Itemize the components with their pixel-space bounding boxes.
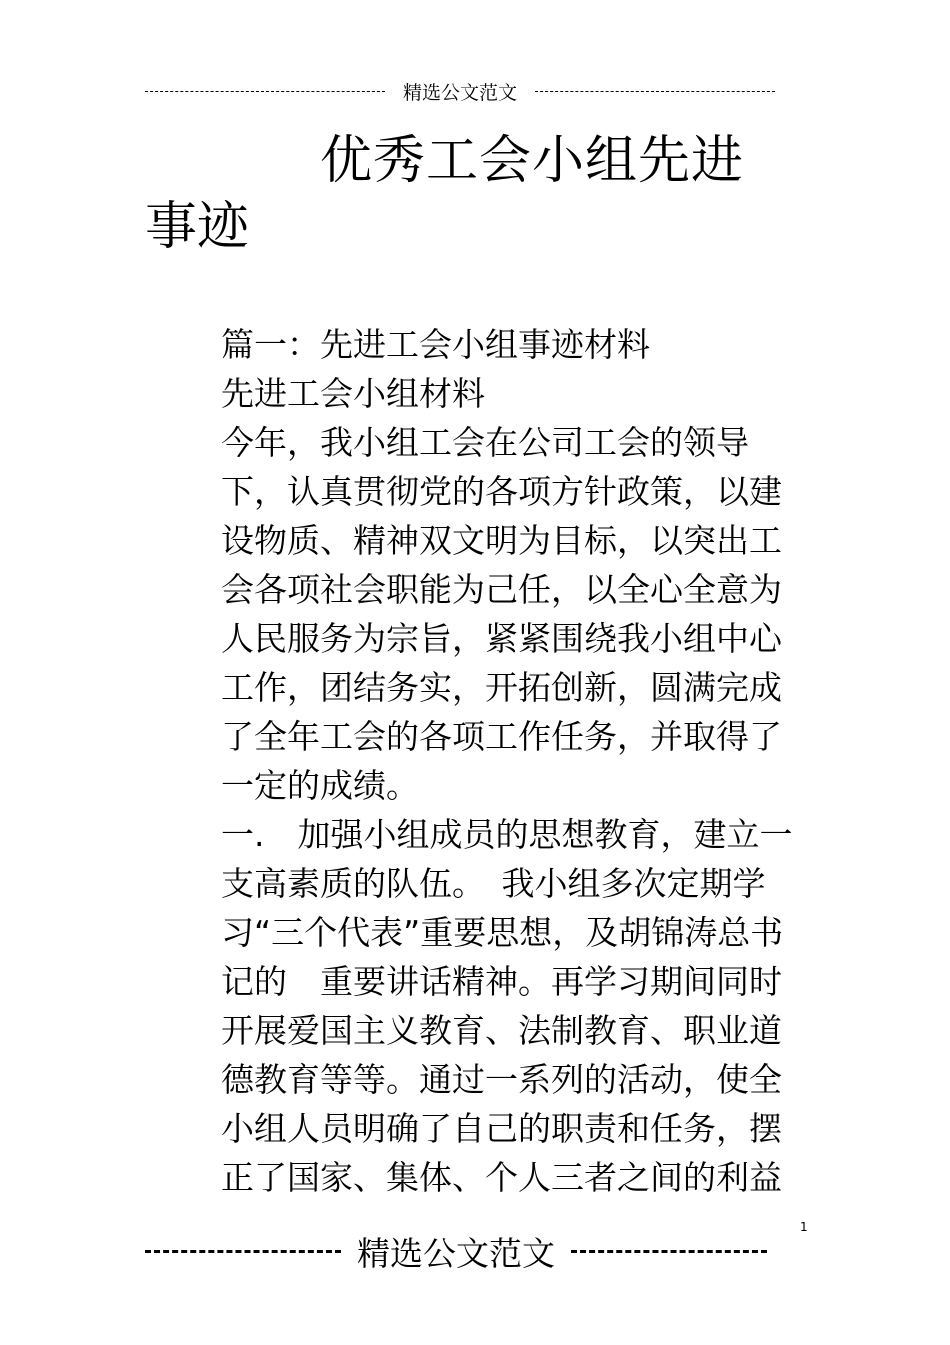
section-subheading: 先进工会小组材料 (221, 374, 485, 413)
page-number: 1 (800, 1220, 808, 1234)
footer-dash-left (145, 1250, 341, 1253)
document-title (145, 128, 775, 260)
page-footer (145, 1228, 767, 1275)
header-dash-right (535, 91, 775, 92)
section-heading: 篇一：先进工会小组事迹材料 (221, 325, 650, 364)
footer-dash-right (571, 1250, 767, 1253)
page-header (145, 78, 775, 105)
title-line-1: 优秀工会小组先进 (320, 131, 745, 191)
title-line-2: 事迹 (145, 197, 250, 257)
header-text: 精选公文范文 (403, 82, 518, 104)
document-body (145, 320, 795, 1202)
header-dash-left (145, 91, 385, 92)
paragraph-2: 一. 加强小组成员的思想教育，建立一支高素质的队伍。 我小组多次定期学习“三个代表”重要思想，及胡锦涛总书记的 重要讲话精神。再学习期间同时开展爱国主义教育、法制教育、职业道德教育等等。通过一系列的活动，使全小组人员明确了自己的职责和任务，摆正了国家、集体、个人三者之间的利益 (221, 815, 793, 1197)
footer-text: 精选公文范文 (357, 1234, 555, 1273)
paragraph-1: 今年，我小组工会在公司工会的领导下，认真贯彻党的各项方针政策，以建设物质、精神双文明为目标，以突出工会各项社会职能为己任，以全心全意为人民服务为宗旨，紧紧围绕我小组中心工作，团结务实，开拓创新，圆满完成了全年工会的各项工作任务，并取得了一定的成绩。 (221, 423, 782, 805)
